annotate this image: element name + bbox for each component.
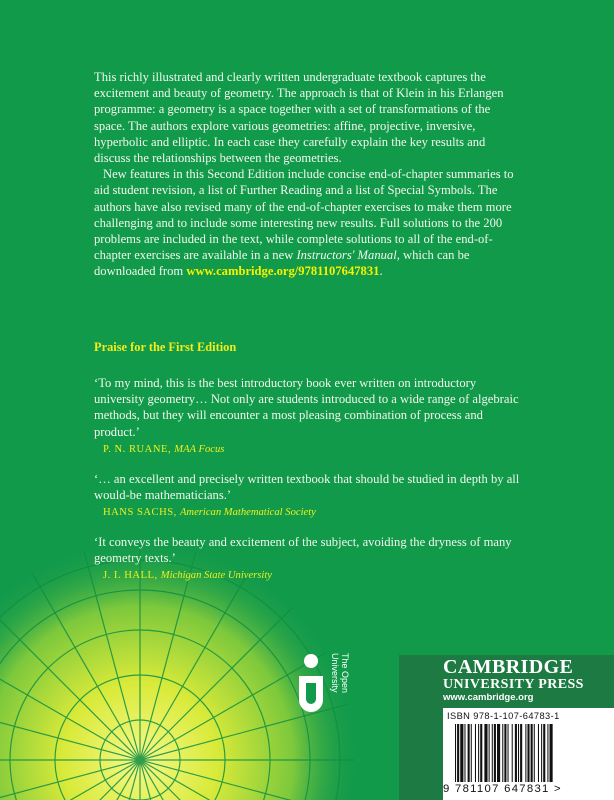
barcode-number: 9 781107 647831 >: [443, 783, 562, 795]
isbn-text: ISBN 978-1-107-64783-1: [447, 711, 560, 721]
book-description: [94, 69, 522, 280]
quote-text: ‘It conveys the beauty and excitement of the subject, avoiding the dryness of many geometry texts.’: [94, 535, 512, 566]
review-quote: [94, 375, 524, 458]
review-quote: [94, 534, 524, 585]
description-paragraph-2: New features in this Second Edition include concise end-of-chapter summaries to aid student revision, a list of Further Reading and a list of Special Symbols. The authors have also revised many of the end-of-chapter exercises to make them more challenging and to include some interesting new results. Full solutions to the 200 problems are included in the text, while complete solutions to all of the end-of-chapter exercises are available in a new Instructors' Manual, which can be downloaded from www.cambridge.org/9781107647831.: [94, 167, 514, 279]
open-university-label: The Open University: [330, 653, 350, 694]
description-paragraph-1: This richly illustrated and clearly written undergraduate textbook captures the excitement and beauty of geometry. The approach is that of Klein in his Erlangen programme: a geometry is a space together with a set of transformations of the space. The authors explore various geometries: affine, projective, inversive, hyperbolic and elliptic. In each case they carefully explain the key results and discuss the relationships between the geometries.: [94, 70, 504, 166]
barcode-box: [443, 708, 614, 800]
publisher-press: UNIVERSITY PRESS: [443, 677, 584, 692]
quote-attribution: HANS SACHS, American Mathematical Society: [103, 507, 316, 519]
quote-attribution: J. I. HALL, Michigan State University: [103, 570, 273, 582]
quote-text: ‘To my mind, this is the best introductory book ever written on introductory university geometry… Not only are students introduced to a wide range of algebraic methods, but they will encounter a most pleasing combination of process and product.’: [94, 376, 519, 439]
book-url-link[interactable]: www.cambridge.org/9781107647831: [186, 264, 380, 279]
praise-heading: Praise for the First Edition: [94, 340, 237, 354]
quote-text: ‘… an excellent and precisely written textbook that should be studied in depth by all would-be mathematicians.’: [94, 472, 520, 503]
publisher-name: CAMBRIDGE: [443, 656, 574, 678]
barcode-bars: [443, 724, 614, 784]
review-quote: [94, 471, 524, 522]
publisher-url[interactable]: www.cambridge.org: [443, 692, 534, 703]
quote-attribution: P. N. RUANE, MAA Focus: [103, 443, 225, 455]
